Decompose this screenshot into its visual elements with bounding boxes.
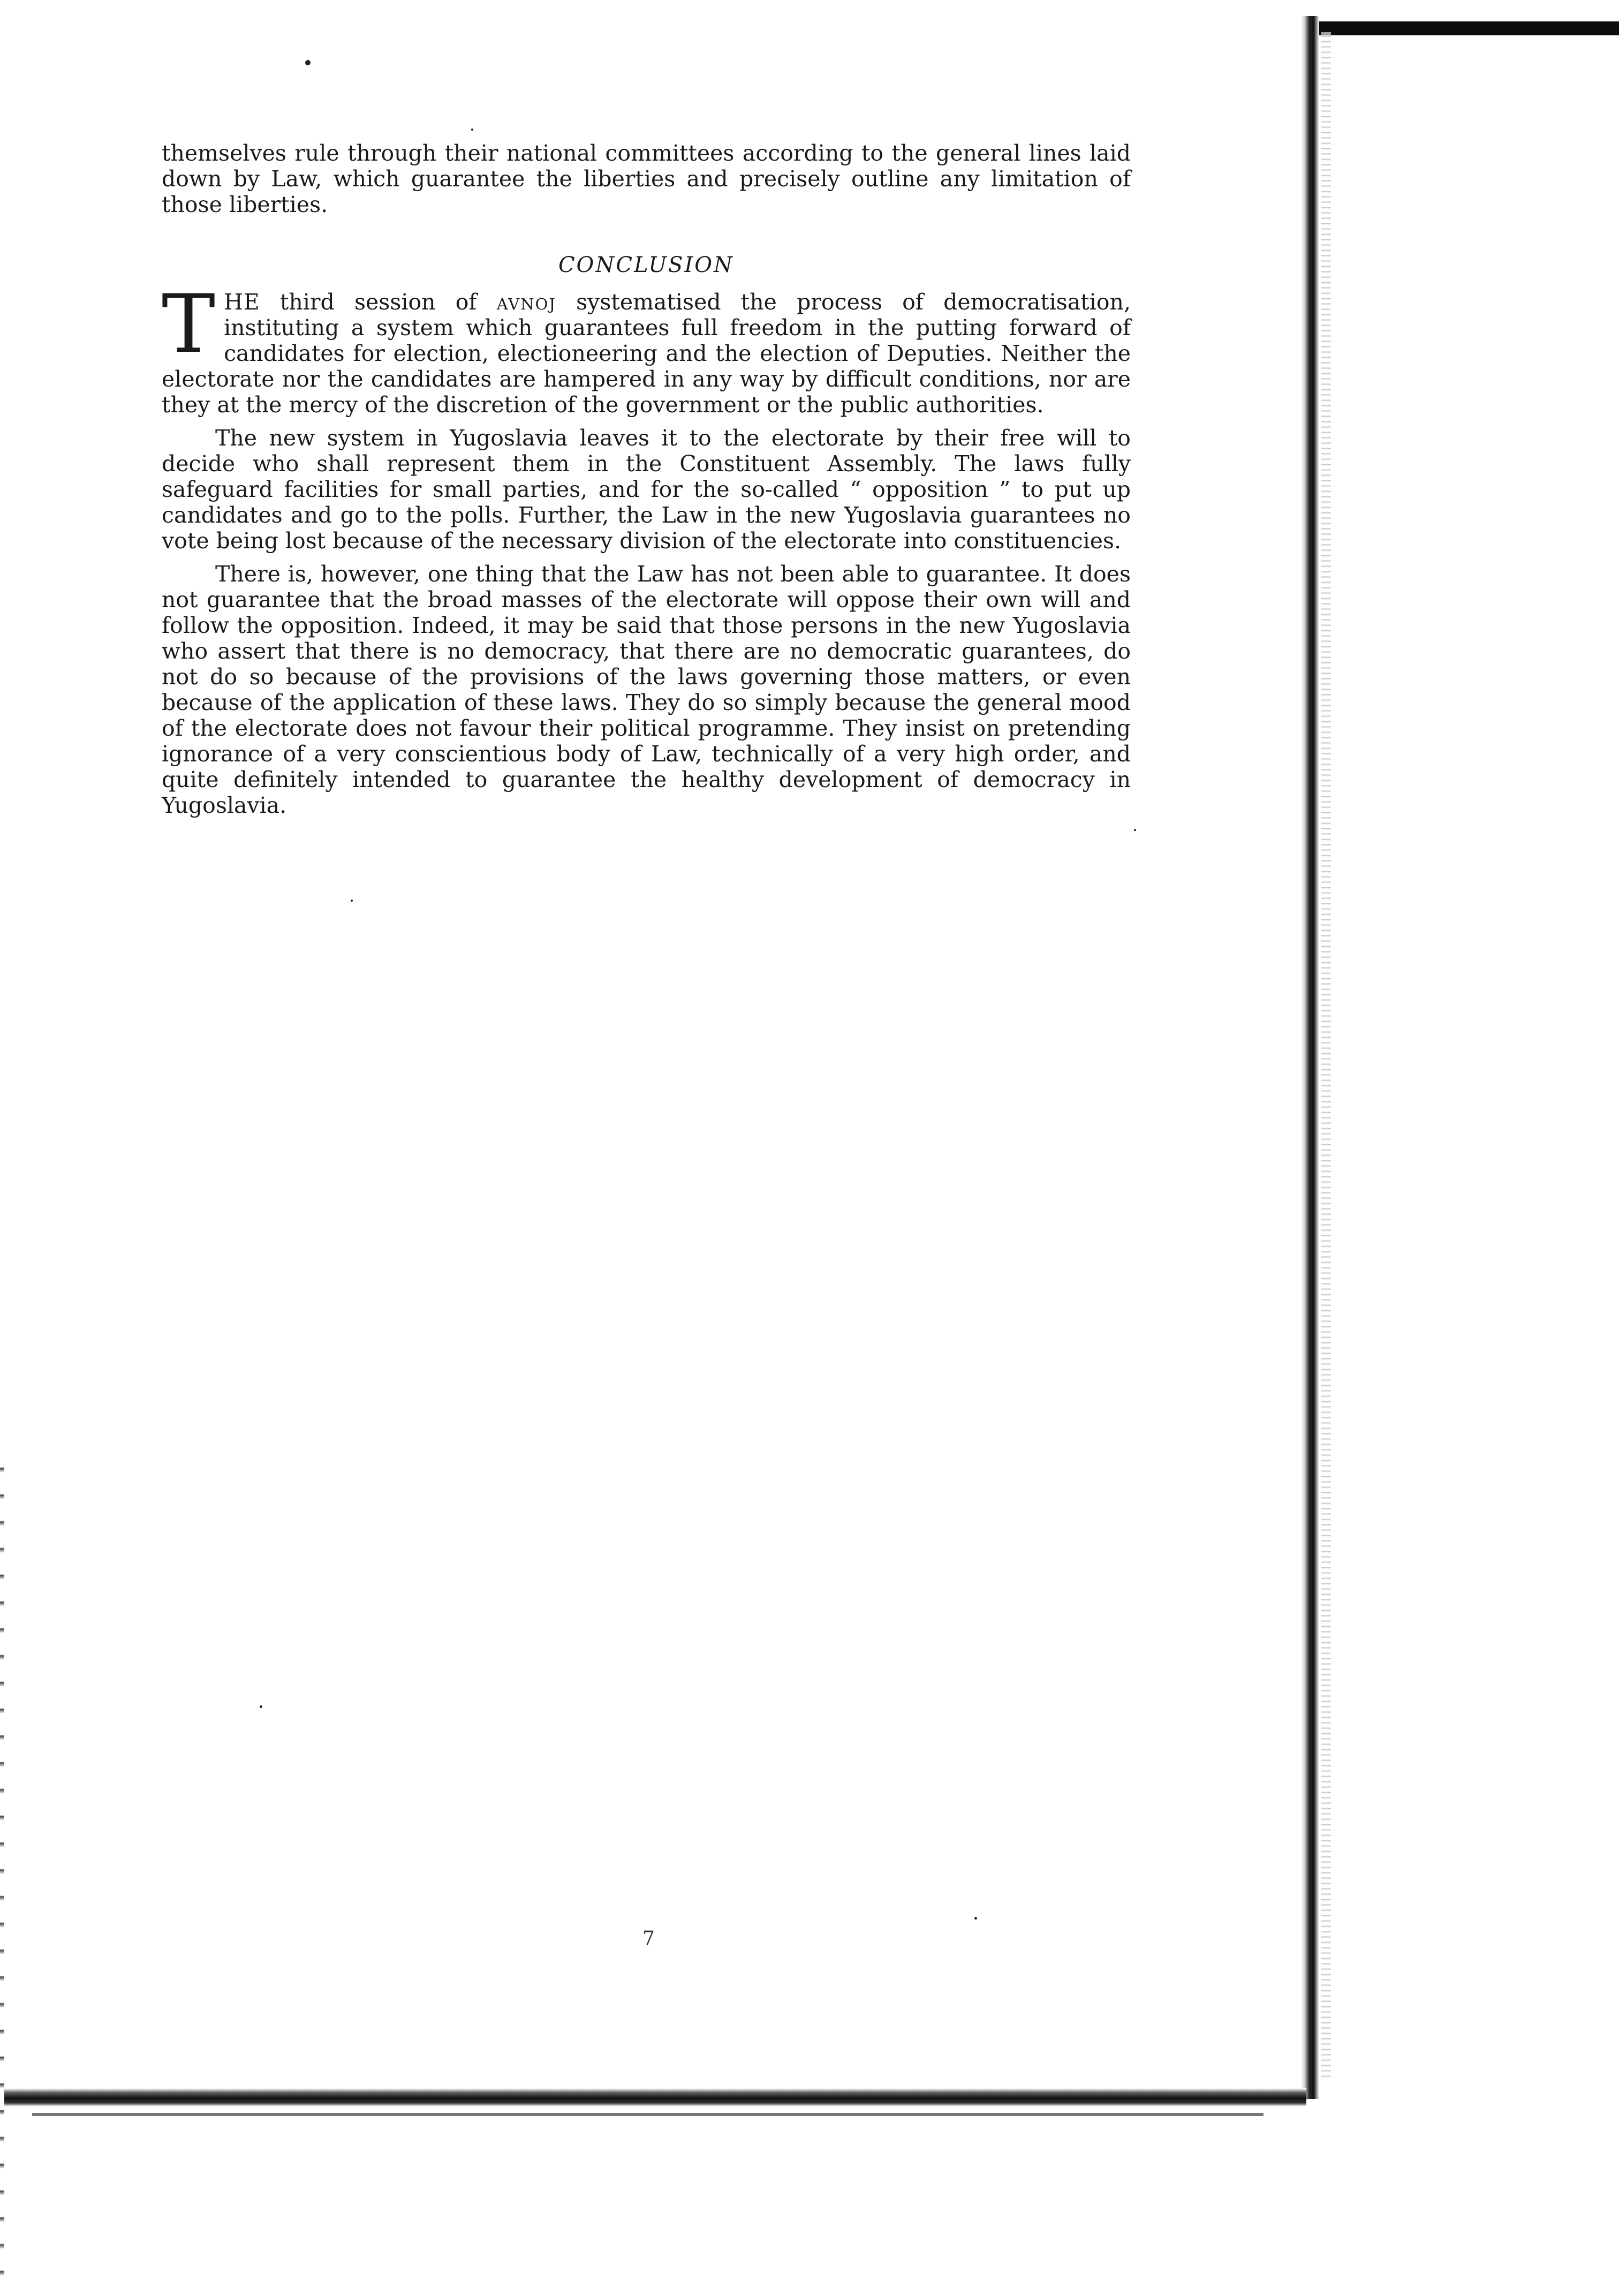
scan-speck	[260, 1705, 262, 1708]
binding-edge-right	[1301, 16, 1319, 2099]
binding-edge-left	[0, 1446, 4, 2296]
third-paragraph: There is, however, one thing that the Law has not been able to guarantee. It does not guarantee that the broad masses of the electorate will oppose their own will and follow the opposition. Indeed, it may be said that those persons in the new Yugoslavia who assert that there is no democracy, that there are no democratic guarantees, do not do so because of the provisions of the laws governing those matters, or even because of the application of these laws. They do so simply because the general mood of the electorate does not favour their political programme. They insist on pretending ignorance of a very conscientious body of Law, technically of a very high order, and quite definitely intended to guarantee the healthy development of democracy in Yugoslavia.	[162, 561, 1131, 818]
acronym-avnoj: avnoj	[496, 289, 556, 315]
scan-speck	[471, 129, 473, 131]
scan-speck	[974, 1917, 977, 1920]
first-paragraph	[162, 278, 1131, 418]
first-paragraph-body: systematised the process of democratisation, instituting a system which guarantees full freedom in the putting forward of candidates for election, electioneering and the election of Deputies. Neither the electorate nor the candidates are hampered in any way by difficult conditions, nor are they at the mercy of the discretion of the government or the public authorities.	[162, 289, 1131, 418]
section-body	[162, 278, 1131, 826]
opening-paragraph: themselves rule through their national committees according to the general lines laid down by Law, which guarantee the liberties and precisely outline any limitation of those liberties.	[162, 140, 1131, 217]
page-number: 7	[642, 1928, 655, 1950]
scan-speck	[351, 900, 353, 902]
scan-speck	[305, 60, 311, 65]
binding-edge-bottom-line	[32, 2113, 1264, 2116]
binding-edge-texture	[1321, 32, 1331, 2078]
scan-speck	[1134, 829, 1136, 831]
first-paragraph-lead: third session of	[260, 289, 497, 315]
opening-text	[162, 140, 1131, 225]
first-word-rest: HE	[224, 289, 260, 315]
binding-edge-top	[1306, 21, 1619, 35]
section-heading: CONCLUSION	[558, 253, 735, 277]
second-paragraph: The new system in Yugoslavia leaves it to the electorate by their free will to decide who shall represent them in the Constituent Assembly. The laws fully safeguard facilities for small parties, and for the so-called “ opposition ” to put up candidates and go to the polls. Further, the Law in the new Yugoslavia guarantees no vote being lost because of the necessary division of the electorate into constituencies.	[162, 425, 1131, 554]
binding-edge-bottom	[0, 2088, 1306, 2106]
drop-cap-letter: T	[162, 278, 216, 371]
